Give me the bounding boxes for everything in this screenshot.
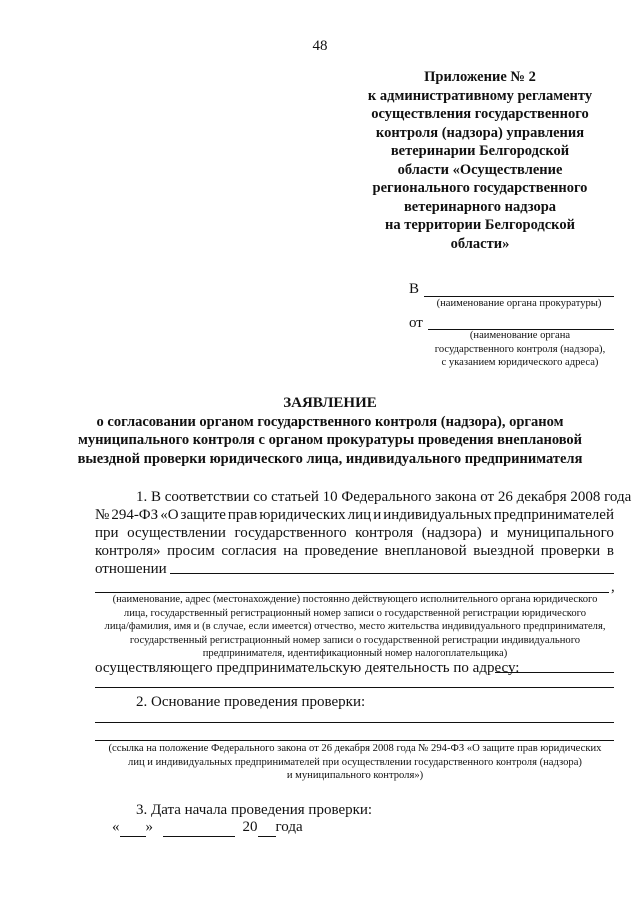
inspected-entity-hint-line: лица, государственный регистрационный номер записи о государственной регистрации юридического <box>123 607 587 619</box>
inspection-basis-hint-line: и муниципального контроля») <box>286 770 424 781</box>
inspected-entity-field[interactable] <box>170 573 614 574</box>
inspection-basis-hint-line: лиц и индивидуальных предпринимателей при осуществлении государственного контроля (надзора) <box>128 756 582 768</box>
prosecutor-office-hint: (наименование органа прокуратуры) <box>436 298 602 309</box>
month-field[interactable] <box>163 818 235 837</box>
appendix-header <box>350 68 610 253</box>
word: муниципального <box>506 525 614 541</box>
word: проверки <box>540 543 601 559</box>
section1-line3 <box>95 524 614 542</box>
date-open-quote: « <box>112 819 120 835</box>
document-title-block <box>60 394 600 468</box>
inspection-basis-field[interactable] <box>95 722 614 723</box>
word: защите <box>180 507 226 523</box>
section3-label: 3. Дата начала проведения проверки: <box>136 802 373 818</box>
appendix-line: ветеринарного надзора <box>403 198 557 215</box>
start-date-row <box>112 818 303 837</box>
document-subtitle-line: выездной проверки юридического лица, индивидуального предпринимателя <box>77 450 583 467</box>
appendix-line: на территории Белгородской <box>385 217 575 233</box>
inspected-entity-hint-line: предпринимателя, идентификационный номер налогоплательщика) <box>202 648 508 659</box>
appendix-line: регионального государственного <box>372 180 588 196</box>
activity-address-label: осуществляющего предпринимательскую деятельность по адресу: <box>95 660 520 676</box>
word: предпринимателей <box>493 507 614 523</box>
section1-line1: 1. В соответствии со статьей 10 Федерального закона от 26 декабря 2008 года <box>136 489 632 505</box>
inspection-basis-hint-line: (ссылка на положение Федерального закона от 26 декабря 2008 года № 294-ФЗ «О защите прав юридических <box>108 743 602 754</box>
page-number: 48 <box>312 38 328 54</box>
section1-line5: отношении <box>95 561 167 577</box>
inspected-entity-hint-line: государственный регистрационный номер записи о государственной регистрации индивидуального <box>129 634 581 646</box>
word: и <box>490 525 499 541</box>
year-field[interactable] <box>258 818 276 837</box>
control-body-hint-line: с указанием юридического адреса) <box>441 357 599 368</box>
word: «О <box>160 507 179 523</box>
date-close-quote: » <box>145 819 153 835</box>
appendix-line: к административному регламенту <box>367 87 593 104</box>
document-subtitle-line: о согласовании органом государственного контроля (надзора), органом <box>96 413 564 430</box>
appendix-line: осуществления государственного <box>371 106 589 122</box>
word: контроля <box>355 525 414 541</box>
control-body-hint <box>420 329 620 370</box>
year-suffix: года <box>275 819 303 835</box>
day-field[interactable] <box>120 818 146 837</box>
word: согласия <box>221 543 277 559</box>
word: прав <box>227 507 258 523</box>
activity-address-field[interactable] <box>495 672 614 673</box>
appendix-line: области «Осуществление <box>397 161 563 178</box>
word: просим <box>167 543 215 559</box>
appendix-line: области» <box>450 235 510 252</box>
section1-line2 <box>95 506 614 524</box>
word: и <box>373 507 382 523</box>
inspected-entity-hint <box>80 593 630 661</box>
word: внеплановой <box>384 543 467 559</box>
activity-address-field-continued[interactable] <box>95 687 614 688</box>
inspection-basis-hint <box>80 742 630 783</box>
control-body-hint-line: государственного контроля (надзора), <box>434 343 606 355</box>
word: 294-ФЗ <box>111 507 159 523</box>
document-subtitle-line: муниципального контроля с органом прокуратуры проведения внеплановой <box>77 432 583 448</box>
word: при <box>95 525 119 541</box>
document-title: ЗАЯВЛЕНИЕ <box>283 395 377 411</box>
word: лиц <box>347 507 372 523</box>
trailing-comma: , <box>611 579 615 595</box>
appendix-line: ветеринарии Белгородской <box>390 143 570 159</box>
control-body-hint-line: (наименование органа <box>469 330 571 341</box>
word: контроля» <box>95 543 161 559</box>
to-label: В <box>409 281 420 297</box>
appendix-line: контроля (надзора) управления <box>375 124 585 141</box>
from-label: от <box>409 315 423 331</box>
word: проведение <box>304 543 379 559</box>
word: (надзора) <box>421 525 482 541</box>
word: № <box>95 507 110 523</box>
word: в <box>606 543 614 559</box>
year-prefix: 20 <box>242 819 258 835</box>
inspected-entity-hint-line: (наименование, адрес (местонахождение) постоянно действующего исполнительного органа юридического <box>112 594 598 605</box>
section1-line4 <box>95 542 614 560</box>
word: индивидуальных <box>383 507 492 523</box>
appendix-line: Приложение № 2 <box>424 69 536 85</box>
inspected-entity-hint-line: лица/фамилия, имя и (в случае, если имеется) отчество, место жительства индивидуального предпринимателя, <box>104 621 606 632</box>
word: государственного <box>234 525 347 541</box>
word: юридических <box>259 507 346 523</box>
inspection-basis-field-continued[interactable] <box>95 740 614 741</box>
word: выездной <box>473 543 535 559</box>
word: на <box>283 543 298 559</box>
word: осуществлении <box>127 525 226 541</box>
section2-label: 2. Основание проведения проверки: <box>136 694 366 710</box>
